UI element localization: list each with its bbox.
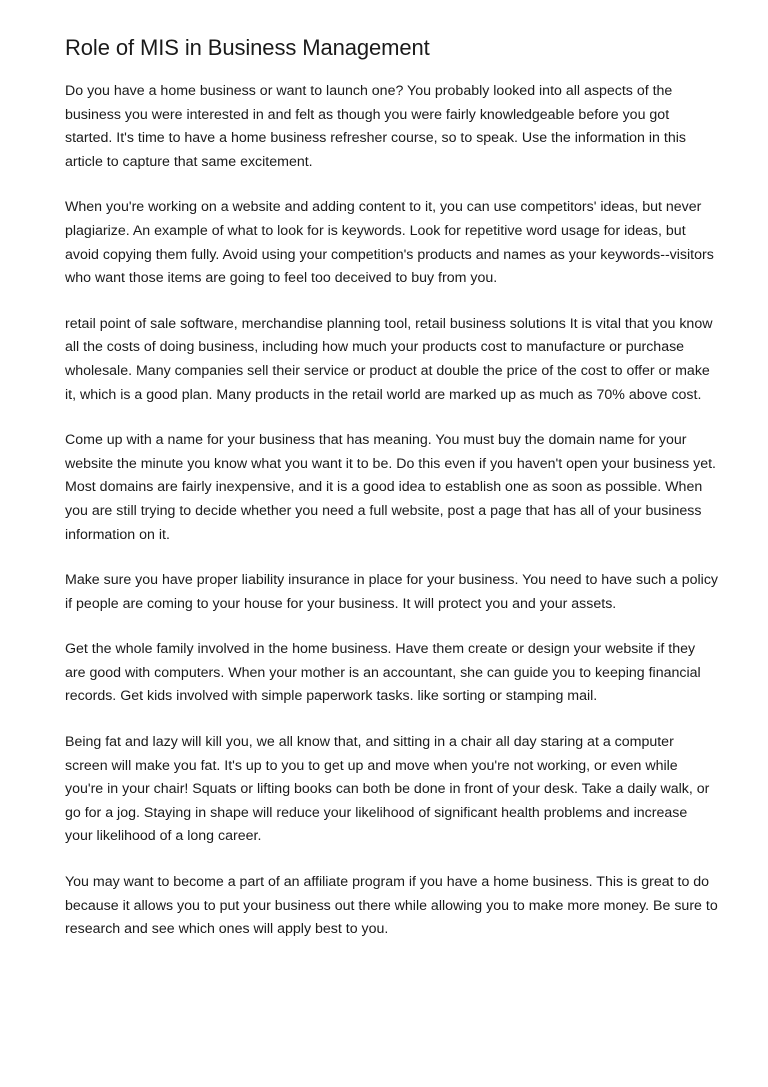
paragraph-liability-insurance: Make sure you have proper liability insurance in place for your business. You need to have such a policy if people are coming to your house for your business. It will protect you and your assets. xyxy=(65,572,719,612)
paragraph-family-involvement: Get the whole family involved in the home business. Have them create or design your website if they are good with computers. When your mother is an accountant, she can guide you to keeping financial records. Get kids involved with simple paperwork tasks. like sorting or stamping mail. xyxy=(65,641,701,705)
paragraph-business-costs: retail point of sale software, merchandise planning tool, retail business solutions It is vital that you know all the costs of doing business, including how much your products cost to manufacture or purchase wholesale. Many companies sell their service or product at double the price of the cost to offer or make it, which is a good plan. Many products in the retail world are marked up as much as 70% above cost. xyxy=(65,315,713,403)
paragraph-website-content: When you're working on a website and adding content to it, you can use competitors' ideas, but never plagiarize. An example of what to look for is keywords. Look for repetitive word usage for ideas, but avoid copying them fully. Avoid using your competition's products and names as your keywords--visitors who want those items are going to feel too deceived to buy from you. xyxy=(65,199,714,287)
paragraph-health: Being fat and lazy will kill you, we all know that, and sitting in a chair all day staring at a computer screen will make you fat. It's up to you to get up and move when you're not working, or even while you're in your chair! Squats or lifting books can both be done in front of your desk. Take a daily walk, or go for a jog. Staying in shape will reduce your likelihood of significant health problems and increase your likelihood of a long career. xyxy=(65,734,710,845)
page-title: Role of MIS in Business Management xyxy=(65,35,430,60)
paragraph-domain-name: Come up with a name for your business that has meaning. You must buy the domain name for your website the minute you know what you want it to be. Do this even if you haven't open your business yet. Most domains are fairly inexpensive, and it is a good idea to establish one as soon as possible. When you are still trying to decide whether you need a full website, post a page that has all of your business information on it. xyxy=(65,432,716,543)
paragraph-affiliate-program: You may want to become a part of an affiliate program if you have a home business. This is great to do because it allows you to put your business out there while allowing you to make more money. Be sure to research and see which ones will apply best to you. xyxy=(65,874,718,938)
paragraph-intro: Do you have a home business or want to launch one? You probably looked into all aspects of the business you were interested in and felt as though you were fairly knowledgeable before you got started. It's time to have a home business refresher course, so to speak. Use the information in this article to capture that same excitement. xyxy=(65,83,686,170)
